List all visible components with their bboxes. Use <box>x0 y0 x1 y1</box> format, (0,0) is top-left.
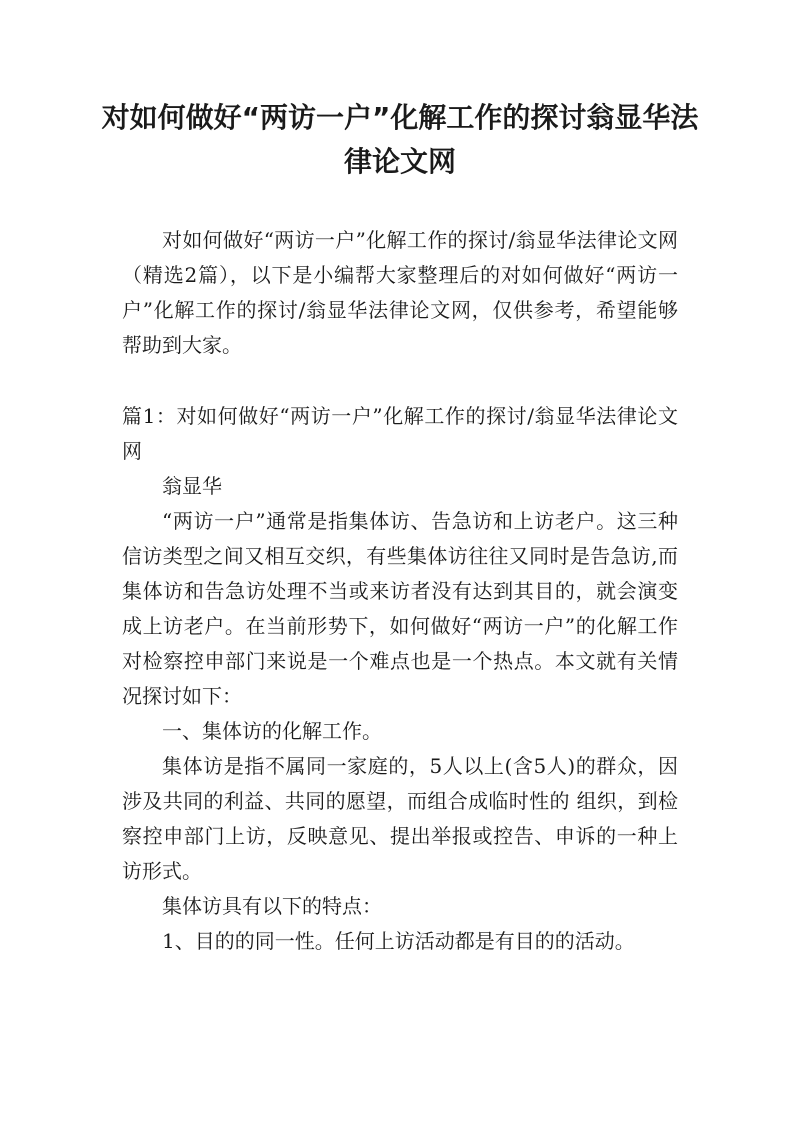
intro-paragraph: 对如何做好“两访一户”化解工作的探讨/翁显华法律论文网（精选2篇），以下是小编帮大家整理后的对如何做好“两访一户”化解工作的探讨/翁显华法律论文网，仅供参考，希望能够帮助到大家。 <box>122 228 678 357</box>
body-paragraph: 1、目的的同一性。任何上访活动都是有目的的活动。 <box>162 929 635 953</box>
section-heading: 一、集体访的化解工作。 <box>162 719 382 743</box>
document-body <box>122 223 678 959</box>
body-paragraph: 集体访具有以下的特点： <box>162 894 382 918</box>
chapter-heading: 篇1：对如何做好“两访一户”化解工作的探讨/翁显华法律论文网 <box>122 404 678 463</box>
author-line: 翁显华 <box>162 474 222 498</box>
body-paragraph: 集体访是指不属同一家庭的，5人以上(含5人)的群众，因涉及共同的利益、共同的愿望，而组合成临时性的 组织，到检察控申部门上访，反映意见、提出举报或控告、申诉的一种上访形式。 <box>122 754 678 883</box>
paragraph-gap <box>122 363 678 399</box>
document-title: 对如何做好“两访一户”化解工作的探讨翁显华法律论文网 <box>101 101 699 178</box>
body-paragraph: “两访一户”通常是指集体访、告急访和上访老户。这三种信访类型之间又相互交织，有些集体访往往又同时是告急访,而集体访和告急访处理不当或来访者没有达到其目的，就会演变成上访老户。在当前形势下，如何做好“两访一户”的化解工作对检察控申部门来说是一个难点也是一个热点。本文就有关情况探讨如下： <box>122 509 678 708</box>
